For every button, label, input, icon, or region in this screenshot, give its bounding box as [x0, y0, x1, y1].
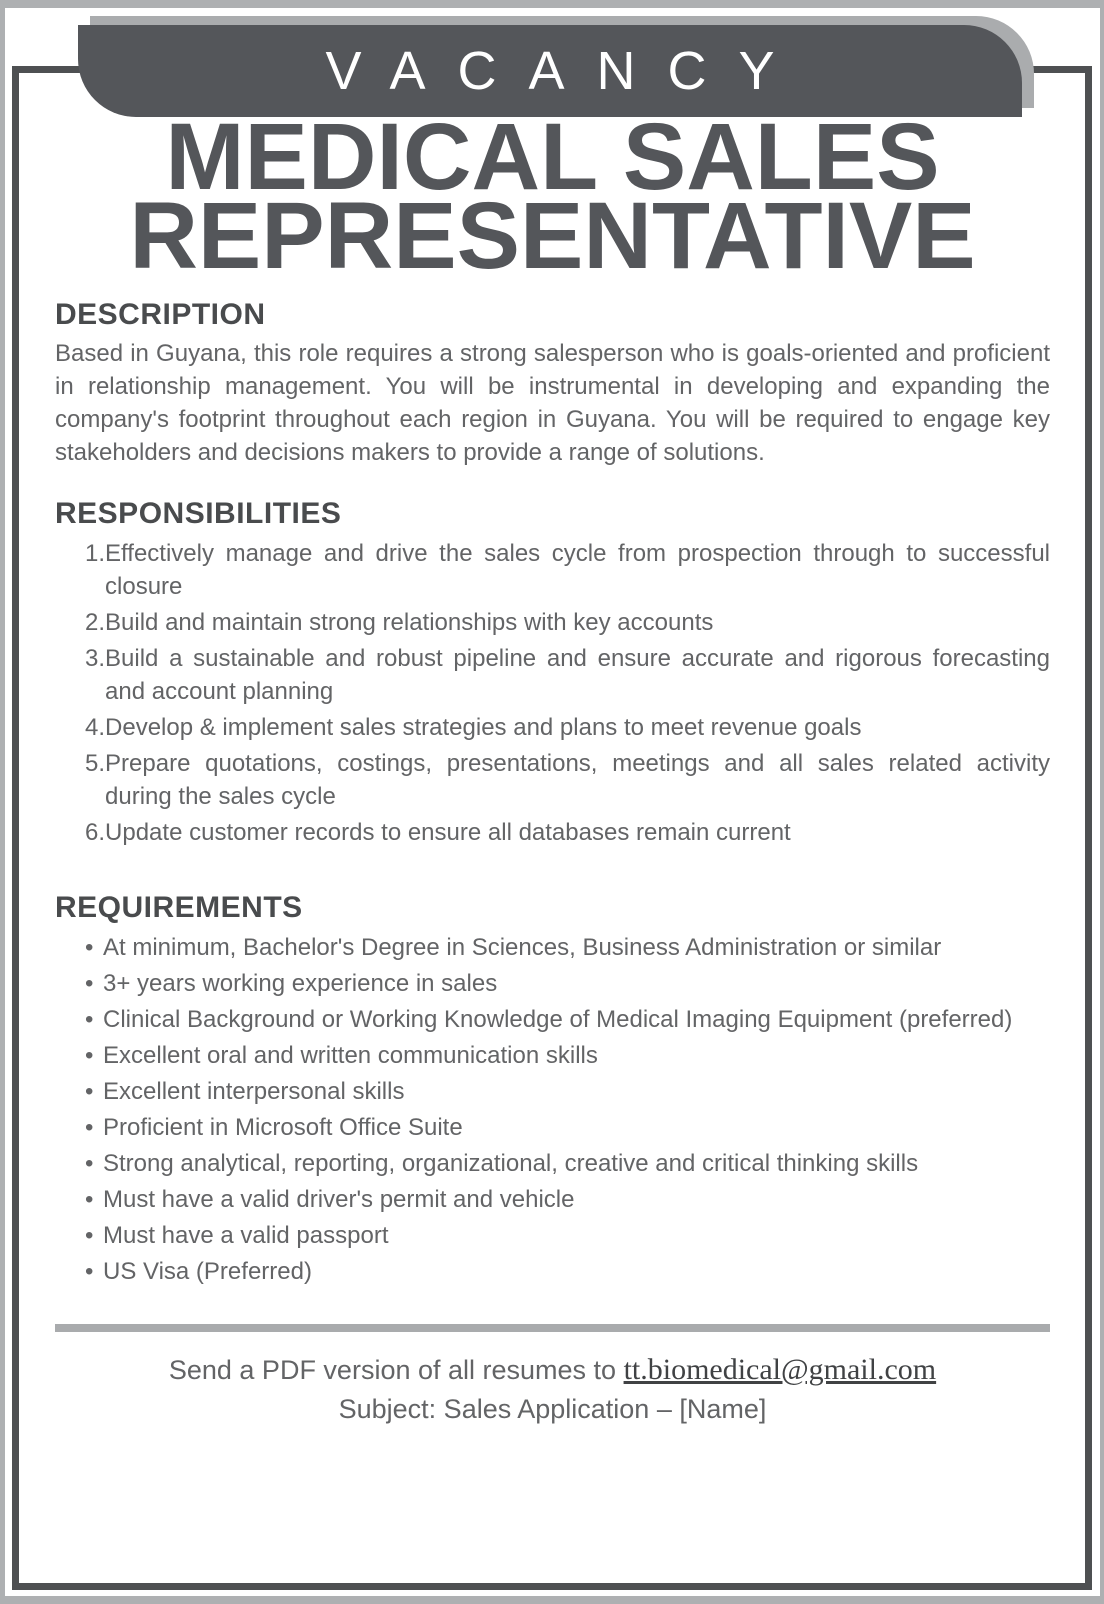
contact-line — [55, 1350, 1050, 1390]
list-item: • Excellent interpersonal skills — [55, 1075, 1050, 1108]
list-item: • Must have a valid passport — [55, 1219, 1050, 1252]
description-heading: DESCRIPTION — [55, 298, 266, 331]
footer-divider — [55, 1324, 1050, 1332]
list-item: • Must have a valid driver's permit and vehicle — [55, 1183, 1050, 1216]
responsibilities-heading: RESPONSIBILITIES — [55, 497, 342, 530]
list-item: Build a sustainable and robust pipeline and ensure accurate and rigorous forecasting and account planning — [105, 645, 1050, 705]
email-link[interactable]: tt.biomedical@gmail.com — [623, 1353, 937, 1386]
poster-content — [55, 8, 1050, 1429]
list-item: Build and maintain strong relationships with key accounts — [105, 609, 714, 636]
list-item: • Proficient in Microsoft Office Suite — [55, 1111, 1050, 1144]
list-item: • Strong analytical, reporting, organizational, creative and critical thinking skills — [55, 1147, 1050, 1180]
requirements-heading: REQUIREMENTS — [55, 891, 303, 924]
footer — [55, 1350, 1050, 1429]
contact-prefix: Send a PDF version of all resumes to — [168, 1355, 624, 1385]
subject-line: Subject: Sales Application – [Name] — [338, 1394, 767, 1424]
list-item: Prepare quotations, costings, presentations, meetings and all sales related activity during the sales cycle — [105, 750, 1050, 810]
list-item: • US Visa (Preferred) — [55, 1255, 1050, 1288]
page-title-line1: MEDICAL SALES — [165, 104, 940, 210]
responsibilities-list — [55, 537, 1050, 849]
vacancy-poster-page — [5, 8, 1100, 1596]
list-item: Update customer records to ensure all databases remain current — [105, 819, 791, 846]
list-item: • 3+ years working experience in sales — [55, 967, 1050, 1000]
list-item: Effectively manage and drive the sales cycle from prospection through to successful closure — [105, 540, 1050, 600]
list-item: • At minimum, Bachelor's Degree in Sciences, Business Administration or similar — [55, 931, 1050, 964]
page-title-line2: REPRESENTATIVE — [129, 183, 976, 289]
description-paragraph: Based in Guyana, this role requires a strong salesperson who is goals-oriented and proficient in relationship management. You will be instrumental in developing and expanding the company's footprint throughout each region in Guyana. You will be required to engage key stakeholders and decisions makers to provide a range of solutions. — [55, 340, 1050, 466]
requirements-list — [55, 931, 1050, 1288]
list-item: Develop & implement sales strategies and plans to meet revenue goals — [105, 714, 862, 741]
list-item: • Clinical Background or Working Knowledge of Medical Imaging Equipment (preferred) — [55, 1003, 1050, 1036]
list-item: • Excellent oral and written communication skills — [55, 1039, 1050, 1072]
banner-label: VACANCY — [325, 41, 807, 101]
page-title — [55, 104, 1050, 289]
